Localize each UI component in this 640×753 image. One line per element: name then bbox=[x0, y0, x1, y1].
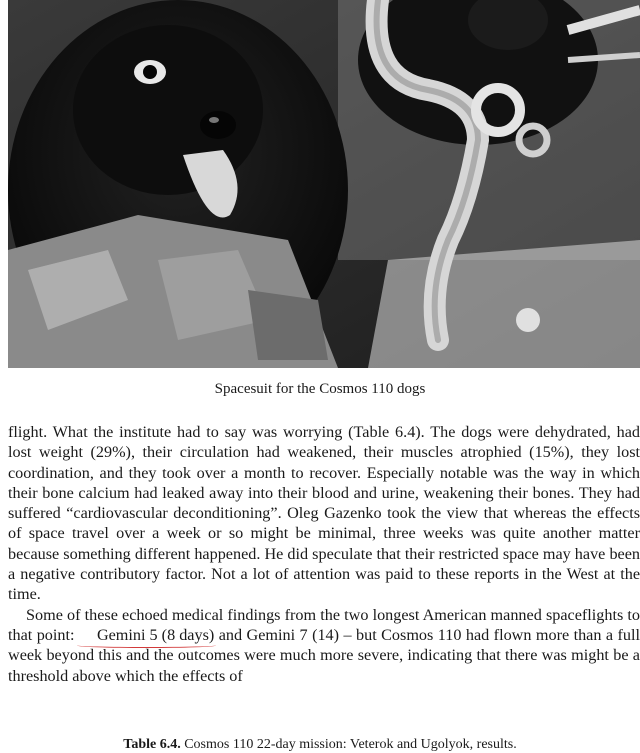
spacesuit-dogs-photo bbox=[8, 0, 640, 368]
paragraph-2-end: and Gemini 7 (14) – but Cosmos 110 had flown more than a full week beyond this and the outcomes were much more severe, indicating that there was might be a threshold above which the effects of bbox=[8, 625, 640, 685]
annotated-text: Gemini 5 (8 days) bbox=[79, 625, 214, 645]
paragraph-1: flight. What the institute had to say was worrying (Table 6.4). The dogs were dehydrated, had lost weight (29%), their circulation had weakened, their muscles atrophied (15%), they lost coordination, and they took over a month to recover. Especially notable was the way in which their bone calcium had leaked away into their blood and urine, weakening their bones. They had suffered “cardiovascular deconditioning”. Oleg Gazenko took the view that whereas the effects of space travel over a week or so might be minimal, three weeks was quite another matter because something different happened. He did speculate that their restricted space may have been a negative contributory factor. Not a lot of attention was paid to these reports in the West at the time. bbox=[8, 423, 640, 604]
table-label: Table 6.4. bbox=[123, 737, 181, 752]
body-text bbox=[8, 422, 640, 686]
paragraph-2-start: Some of these echoed medical findings from the two longest American manned spaceflights to that point: bbox=[8, 605, 640, 644]
figure-caption: Spacesuit for the Cosmos 110 dogs bbox=[214, 381, 426, 397]
table-title-text: Cosmos 110 22-day mission: Veterok and Ugolyok, results. bbox=[180, 737, 517, 752]
table-title bbox=[0, 737, 640, 753]
paragraph-2 bbox=[8, 605, 640, 686]
